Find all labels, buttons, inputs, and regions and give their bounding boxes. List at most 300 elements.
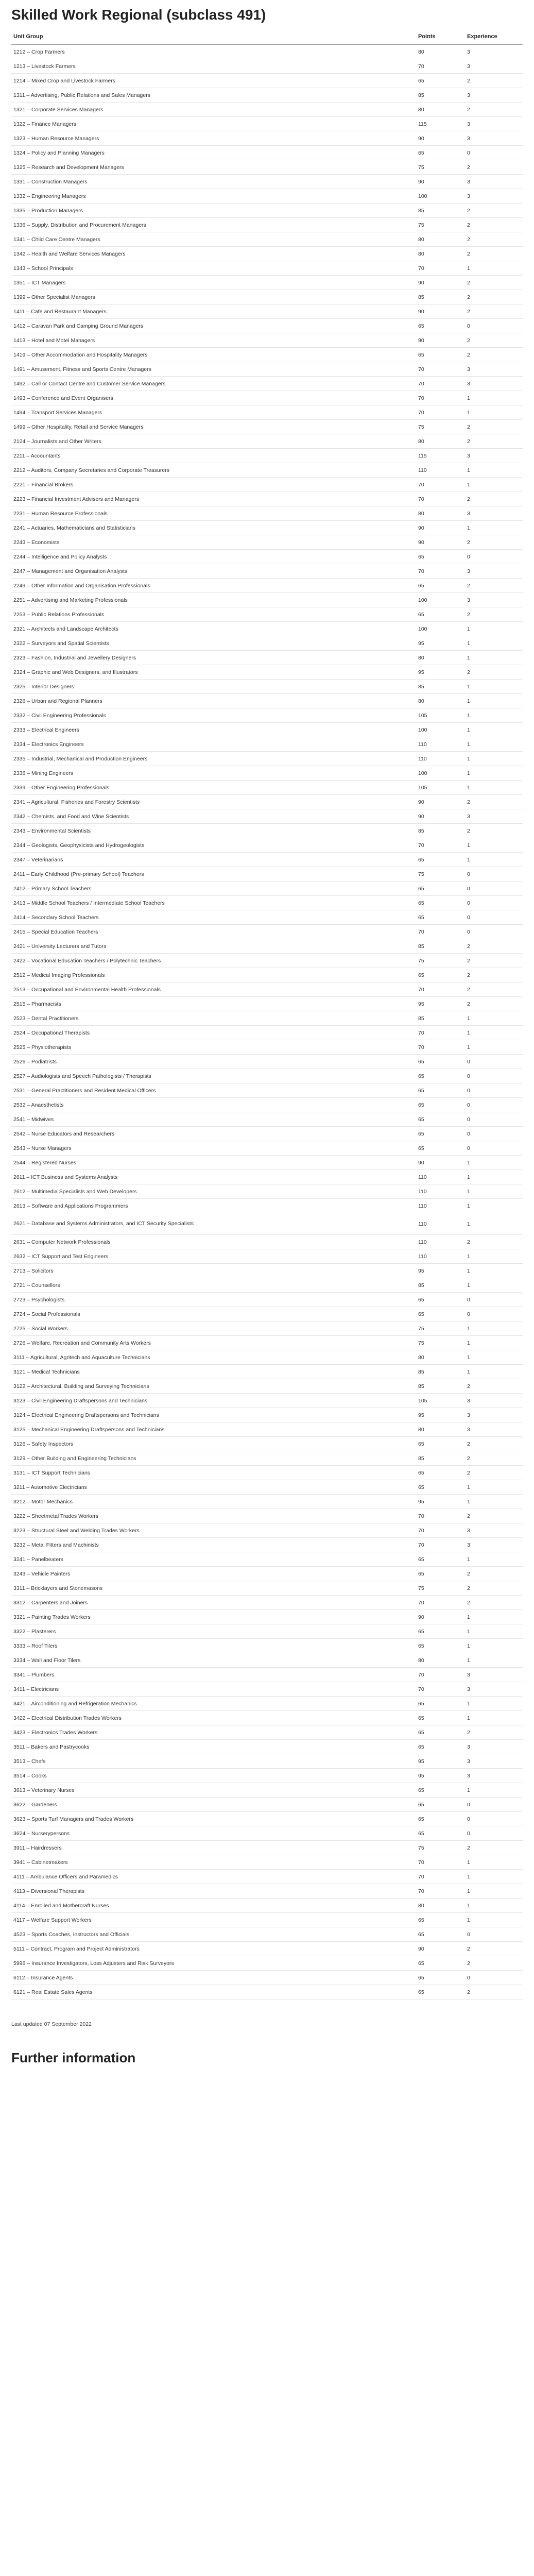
table-row: [11, 463, 523, 478]
cell-points: 70: [416, 59, 465, 74]
cell-experience: 3: [465, 1740, 523, 1754]
cell-experience: 3: [465, 1769, 523, 1783]
table-row: [11, 593, 523, 607]
table-row: [11, 74, 523, 88]
cell-experience: 2: [465, 1437, 523, 1451]
cell-points: 90: [416, 1942, 465, 1956]
cell-points: 65: [416, 348, 465, 362]
cell-unit-group: 2531 – General Practitioners and Resident Medical Officers: [11, 1083, 416, 1098]
cell-points: 110: [416, 1213, 465, 1235]
cell-experience: 2: [465, 579, 523, 593]
cell-experience: 0: [465, 1307, 523, 1321]
cell-experience: 0: [465, 1055, 523, 1069]
cell-points: 90: [416, 1156, 465, 1170]
cell-unit-group: 4117 – Welfare Support Workers: [11, 1913, 416, 1927]
cell-points: 90: [416, 175, 465, 189]
cell-unit-group: 3624 – Nurserypersons: [11, 1826, 416, 1841]
cell-experience: 1: [465, 1156, 523, 1170]
cell-points: 70: [416, 492, 465, 506]
table-row: [11, 391, 523, 405]
table-row: [11, 146, 523, 160]
cell-experience: 1: [465, 1040, 523, 1055]
cell-points: 70: [416, 925, 465, 939]
cell-unit-group: 2244 – Intelligence and Policy Analysts: [11, 550, 416, 564]
table-row: [11, 1668, 523, 1682]
cell-unit-group: 4111 – Ambulance Officers and Paramedics: [11, 1870, 416, 1884]
table-row: [11, 333, 523, 348]
cell-experience: 2: [465, 824, 523, 838]
cell-points: 65: [416, 1624, 465, 1639]
cell-experience: 0: [465, 1083, 523, 1098]
cell-unit-group: 1413 – Hotel and Motel Managers: [11, 333, 416, 348]
cell-points: 110: [416, 463, 465, 478]
cell-points: 90: [416, 304, 465, 319]
cell-points: 85: [416, 1451, 465, 1466]
cell-points: 75: [416, 1321, 465, 1336]
cell-unit-group: 3622 – Gardeners: [11, 1798, 416, 1812]
cell-points: 70: [416, 1026, 465, 1040]
cell-points: 90: [416, 535, 465, 550]
cell-experience: 1: [465, 766, 523, 781]
cell-points: 80: [416, 694, 465, 708]
cell-points: 65: [416, 1971, 465, 1985]
table-row: [11, 434, 523, 449]
cell-points: 100: [416, 622, 465, 636]
cell-unit-group: 3421 – Airconditioning and Refrigeration Mechanics: [11, 1697, 416, 1711]
cell-points: 70: [416, 1040, 465, 1055]
cell-unit-group: 2632 – ICT Support and Test Engineers: [11, 1249, 416, 1264]
cell-points: 90: [416, 333, 465, 348]
cell-points: 65: [416, 1783, 465, 1798]
table-row: [11, 954, 523, 968]
cell-unit-group: 1311 – Advertising, Public Relations and Sales Managers: [11, 88, 416, 103]
cell-points: 80: [416, 1422, 465, 1437]
cell-experience: 2: [465, 982, 523, 997]
cell-unit-group: 3123 – Civil Engineering Draftspersons and Technicians: [11, 1394, 416, 1408]
cell-unit-group: 2724 – Social Professionals: [11, 1307, 416, 1321]
cell-points: 65: [416, 74, 465, 88]
cell-points: 110: [416, 752, 465, 766]
cell-points: 85: [416, 290, 465, 304]
table-row: [11, 1293, 523, 1307]
cell-experience: 2: [465, 74, 523, 88]
cell-experience: 2: [465, 420, 523, 434]
cell-experience: 2: [465, 1841, 523, 1855]
table-row: [11, 377, 523, 391]
cell-experience: 2: [465, 1379, 523, 1394]
cell-unit-group: 1323 – Human Resource Managers: [11, 131, 416, 146]
cell-experience: 1: [465, 1350, 523, 1365]
cell-unit-group: 2341 – Agricultural, Fisheries and Forestry Scientists: [11, 795, 416, 809]
cell-unit-group: 2241 – Actuaries, Mathematicians and Statisticians: [11, 521, 416, 535]
cell-points: 75: [416, 1841, 465, 1855]
cell-unit-group: 2343 – Environmental Scientists: [11, 824, 416, 838]
cell-points: 65: [416, 1466, 465, 1480]
cell-unit-group: 3334 – Wall and Floor Tilers: [11, 1653, 416, 1668]
cell-points: 80: [416, 1350, 465, 1365]
table-row: [11, 1365, 523, 1379]
cell-experience: 3: [465, 131, 523, 146]
cell-unit-group: 2524 – Occupational Therapists: [11, 1026, 416, 1040]
cell-experience: 1: [465, 651, 523, 665]
cell-unit-group: 1493 – Conference and Event Organisers: [11, 391, 416, 405]
cell-unit-group: 2212 – Auditors, Company Secretaries and Corporate Treasurers: [11, 463, 416, 478]
cell-unit-group: 2421 – University Lecturers and Tutors: [11, 939, 416, 954]
cell-experience: 0: [465, 1293, 523, 1307]
table-row: [11, 189, 523, 204]
cell-points: 70: [416, 1509, 465, 1523]
cell-unit-group: 2613 – Software and Applications Programmers: [11, 1199, 416, 1213]
cell-experience: 3: [465, 506, 523, 521]
cell-unit-group: 3122 – Architectural, Building and Surveying Technicians: [11, 1379, 416, 1394]
cell-points: 80: [416, 45, 465, 59]
cell-unit-group: 2221 – Financial Brokers: [11, 478, 416, 492]
cell-experience: 2: [465, 997, 523, 1011]
cell-experience: 1: [465, 1321, 523, 1336]
cell-unit-group: 2611 – ICT Business and Systems Analysts: [11, 1170, 416, 1184]
table-row: [11, 1451, 523, 1466]
cell-experience: 2: [465, 954, 523, 968]
table-row: [11, 694, 523, 708]
cell-experience: 0: [465, 1112, 523, 1127]
cell-experience: 3: [465, 1754, 523, 1769]
cell-unit-group: 2211 – Accountants: [11, 449, 416, 463]
cell-points: 65: [416, 1083, 465, 1098]
cell-points: 110: [416, 1235, 465, 1249]
cell-points: 65: [416, 1112, 465, 1127]
cell-points: 85: [416, 1011, 465, 1026]
table-row: [11, 1278, 523, 1293]
cell-points: 115: [416, 117, 465, 131]
cell-unit-group: 3129 – Other Building and Engineering Technicians: [11, 1451, 416, 1466]
table-row: [11, 175, 523, 189]
cell-experience: 1: [465, 1610, 523, 1624]
cell-unit-group: 1419 – Other Accommodation and Hospitality Managers: [11, 348, 416, 362]
table-row: [11, 824, 523, 838]
cell-points: 65: [416, 550, 465, 564]
table-row: [11, 564, 523, 579]
cell-experience: 1: [465, 708, 523, 723]
table-row: [11, 362, 523, 377]
table-row: [11, 781, 523, 795]
cell-points: 80: [416, 506, 465, 521]
table-row: [11, 622, 523, 636]
cell-points: 65: [416, 1697, 465, 1711]
cell-experience: 2: [465, 304, 523, 319]
cell-points: 65: [416, 1798, 465, 1812]
cell-experience: 3: [465, 1682, 523, 1697]
cell-points: 65: [416, 1567, 465, 1581]
table-row: [11, 1870, 523, 1884]
cell-points: 95: [416, 1408, 465, 1422]
cell-unit-group: 2249 – Other Information and Organisation Professionals: [11, 579, 416, 593]
cell-experience: 2: [465, 535, 523, 550]
cell-points: 65: [416, 1639, 465, 1653]
cell-unit-group: 1321 – Corporate Services Managers: [11, 103, 416, 117]
cell-experience: 2: [465, 939, 523, 954]
cell-points: 105: [416, 781, 465, 795]
cell-experience: 1: [465, 1213, 523, 1235]
cell-experience: 1: [465, 521, 523, 535]
cell-unit-group: 3411 – Electricians: [11, 1682, 416, 1697]
cell-experience: 1: [465, 1639, 523, 1653]
table-row: [11, 88, 523, 103]
table-row: [11, 1812, 523, 1826]
table-row: [11, 1170, 523, 1184]
cell-unit-group: 2526 – Podiatrists: [11, 1055, 416, 1069]
cell-unit-group: 3333 – Roof Tilers: [11, 1639, 416, 1653]
cell-unit-group: 2322 – Surveyors and Spatial Scientists: [11, 636, 416, 651]
cell-points: 70: [416, 1538, 465, 1552]
table-row: [11, 1754, 523, 1769]
cell-experience: 1: [465, 1480, 523, 1495]
table-row: [11, 1697, 523, 1711]
cell-experience: 0: [465, 550, 523, 564]
cell-points: 105: [416, 1394, 465, 1408]
cell-points: 70: [416, 478, 465, 492]
cell-unit-group: 2339 – Other Engineering Professionals: [11, 781, 416, 795]
cell-experience: 1: [465, 1170, 523, 1184]
cell-experience: 3: [465, 593, 523, 607]
cell-experience: 3: [465, 59, 523, 74]
cell-experience: 1: [465, 781, 523, 795]
cell-unit-group: 2347 – Veterinarians: [11, 853, 416, 867]
cell-unit-group: 2541 – Midwives: [11, 1112, 416, 1127]
cell-unit-group: 2726 – Welfare, Recreation and Community Arts Workers: [11, 1336, 416, 1350]
table-row: [11, 1495, 523, 1509]
cell-unit-group: 3211 – Automotive Electricians: [11, 1480, 416, 1495]
table-row: [11, 1639, 523, 1653]
table-row: [11, 982, 523, 997]
cell-unit-group: 5996 – Insurance Investigators, Loss Adjusters and Risk Surveyors: [11, 1956, 416, 1971]
cell-points: 100: [416, 189, 465, 204]
table-row: [11, 752, 523, 766]
cell-experience: 1: [465, 261, 523, 276]
table-row: [11, 1711, 523, 1725]
table-row: [11, 1184, 523, 1199]
cell-experience: 1: [465, 1264, 523, 1278]
cell-unit-group: 3422 – Electrical Distribution Trades Workers: [11, 1711, 416, 1725]
cell-unit-group: 2525 – Physiotherapists: [11, 1040, 416, 1055]
cell-unit-group: 2527 – Audiologists and Speech Pathologists / Therapists: [11, 1069, 416, 1083]
cell-points: 65: [416, 146, 465, 160]
table-row: [11, 1480, 523, 1495]
cell-points: 110: [416, 737, 465, 752]
table-row: [11, 1682, 523, 1697]
cell-points: 75: [416, 1581, 465, 1596]
cell-experience: 0: [465, 1971, 523, 1985]
cell-points: 70: [416, 564, 465, 579]
unit-group-table: [11, 29, 523, 1999]
cell-unit-group: 2321 – Architects and Landscape Architects: [11, 622, 416, 636]
table-row: [11, 506, 523, 521]
cell-points: 65: [416, 1913, 465, 1927]
table-row: [11, 492, 523, 506]
cell-points: 65: [416, 968, 465, 982]
cell-experience: 1: [465, 752, 523, 766]
cell-experience: 3: [465, 117, 523, 131]
table-row: [11, 896, 523, 910]
table-row: [11, 1026, 523, 1040]
cell-experience: 0: [465, 910, 523, 925]
cell-experience: 1: [465, 1653, 523, 1668]
cell-unit-group: 3312 – Carpenters and Joiners: [11, 1596, 416, 1610]
cell-experience: 3: [465, 449, 523, 463]
cell-experience: 2: [465, 247, 523, 261]
table-row: [11, 1336, 523, 1350]
cell-experience: 2: [465, 218, 523, 232]
table-row: [11, 968, 523, 982]
cell-unit-group: 1342 – Health and Welfare Services Managers: [11, 247, 416, 261]
cell-unit-group: 3423 – Electronics Trades Workers: [11, 1725, 416, 1740]
cell-experience: 1: [465, 1855, 523, 1870]
cell-points: 85: [416, 1278, 465, 1293]
cell-unit-group: 2532 – Anaesthetists: [11, 1098, 416, 1112]
cell-experience: 2: [465, 333, 523, 348]
cell-points: 70: [416, 1855, 465, 1870]
table-row: [11, 276, 523, 290]
cell-experience: 1: [465, 405, 523, 420]
cell-experience: 1: [465, 1552, 523, 1567]
table-row: [11, 1971, 523, 1985]
cell-experience: 1: [465, 1783, 523, 1798]
cell-experience: 1: [465, 622, 523, 636]
column-header-unit-group: Unit Group: [11, 29, 416, 45]
cell-points: 90: [416, 809, 465, 824]
cell-points: 65: [416, 1307, 465, 1321]
cell-points: 65: [416, 910, 465, 925]
table-row: [11, 838, 523, 853]
cell-experience: 2: [465, 232, 523, 247]
cell-unit-group: 2422 – Vocational Education Teachers / Polytechnic Teachers: [11, 954, 416, 968]
cell-experience: 0: [465, 1812, 523, 1826]
cell-unit-group: 1214 – Mixed Crop and Livestock Farmers: [11, 74, 416, 88]
cell-unit-group: 2325 – Interior Designers: [11, 680, 416, 694]
cell-unit-group: 2243 – Economists: [11, 535, 416, 550]
cell-points: 115: [416, 449, 465, 463]
cell-unit-group: 3941 – Cabinetmakers: [11, 1855, 416, 1870]
cell-experience: 0: [465, 1141, 523, 1156]
cell-unit-group: 1213 – Livestock Farmers: [11, 59, 416, 74]
cell-points: 75: [416, 218, 465, 232]
cell-unit-group: 3511 – Bakers and Pastrycooks: [11, 1740, 416, 1754]
table-row: [11, 247, 523, 261]
cell-experience: 0: [465, 146, 523, 160]
table-row: [11, 997, 523, 1011]
table-row: [11, 449, 523, 463]
cell-points: 65: [416, 1956, 465, 1971]
cell-experience: 1: [465, 463, 523, 478]
cell-unit-group: 1335 – Production Managers: [11, 204, 416, 218]
table-row: [11, 1509, 523, 1523]
cell-experience: 2: [465, 1466, 523, 1480]
table-row: [11, 45, 523, 59]
page-title: Skilled Work Regional (subclass 491): [11, 7, 266, 23]
cell-unit-group: 3232 – Metal Fitters and Machinists: [11, 1538, 416, 1552]
table-row: [11, 1098, 523, 1112]
cell-points: 80: [416, 232, 465, 247]
table-row: [11, 1307, 523, 1321]
table-row: [11, 1596, 523, 1610]
cell-points: 95: [416, 1495, 465, 1509]
cell-experience: 2: [465, 795, 523, 809]
cell-experience: 2: [465, 1985, 523, 1999]
column-header-points: Points: [416, 29, 465, 45]
table-row: [11, 1610, 523, 1624]
cell-experience: 1: [465, 1711, 523, 1725]
cell-unit-group: 2721 – Counsellors: [11, 1278, 416, 1293]
table-row: [11, 1466, 523, 1480]
table-row: [11, 1264, 523, 1278]
table-row: [11, 1985, 523, 1999]
table-body: [11, 45, 523, 1999]
cell-points: 75: [416, 1336, 465, 1350]
cell-experience: 1: [465, 1278, 523, 1293]
table-row: [11, 1156, 523, 1170]
cell-unit-group: 2544 – Registered Nurses: [11, 1156, 416, 1170]
cell-points: 100: [416, 723, 465, 737]
cell-unit-group: 1332 – Engineering Managers: [11, 189, 416, 204]
cell-points: 70: [416, 1523, 465, 1538]
cell-experience: 2: [465, 1956, 523, 1971]
table-row: [11, 708, 523, 723]
cell-experience: 1: [465, 1249, 523, 1264]
cell-points: 65: [416, 1985, 465, 1999]
cell-experience: 1: [465, 853, 523, 867]
cell-experience: 1: [465, 1184, 523, 1199]
table-row: [11, 131, 523, 146]
cell-points: 110: [416, 1199, 465, 1213]
table-row: [11, 1783, 523, 1798]
cell-points: 100: [416, 766, 465, 781]
cell-unit-group: 2515 – Pharmacists: [11, 997, 416, 1011]
table-row: [11, 535, 523, 550]
table-row: [11, 1913, 523, 1927]
table-row: [11, 1624, 523, 1639]
cell-unit-group: 2612 – Multimedia Specialists and Web Developers: [11, 1184, 416, 1199]
cell-unit-group: 3911 – Hairdressers: [11, 1841, 416, 1855]
cell-experience: 3: [465, 809, 523, 824]
cell-experience: 0: [465, 1098, 523, 1112]
table-row: [11, 1437, 523, 1451]
cell-points: 85: [416, 824, 465, 838]
cell-experience: 2: [465, 1509, 523, 1523]
cell-unit-group: 3322 – Plasterers: [11, 1624, 416, 1639]
table-row: [11, 939, 523, 954]
cell-experience: 0: [465, 867, 523, 882]
cell-unit-group: 1331 – Construction Managers: [11, 175, 416, 189]
cell-points: 65: [416, 1927, 465, 1942]
table-row: [11, 867, 523, 882]
table-row: [11, 579, 523, 593]
cell-unit-group: 2253 – Public Relations Professionals: [11, 607, 416, 622]
cell-points: 65: [416, 882, 465, 896]
cell-unit-group: 2414 – Secondary School Teachers: [11, 910, 416, 925]
cell-unit-group: 3514 – Cooks: [11, 1769, 416, 1783]
table-row: [11, 1927, 523, 1942]
table-row: [11, 1581, 523, 1596]
cell-unit-group: 3124 – Electrical Engineering Draftspersons and Technicians: [11, 1408, 416, 1422]
table-header-row: [11, 29, 523, 45]
table-row: [11, 1394, 523, 1408]
cell-unit-group: 6121 – Real Estate Sales Agents: [11, 1985, 416, 1999]
cell-experience: 3: [465, 88, 523, 103]
cell-points: 75: [416, 420, 465, 434]
cell-experience: 0: [465, 1127, 523, 1141]
cell-unit-group: 2543 – Nurse Managers: [11, 1141, 416, 1156]
table-row: [11, 607, 523, 622]
cell-points: 85: [416, 204, 465, 218]
